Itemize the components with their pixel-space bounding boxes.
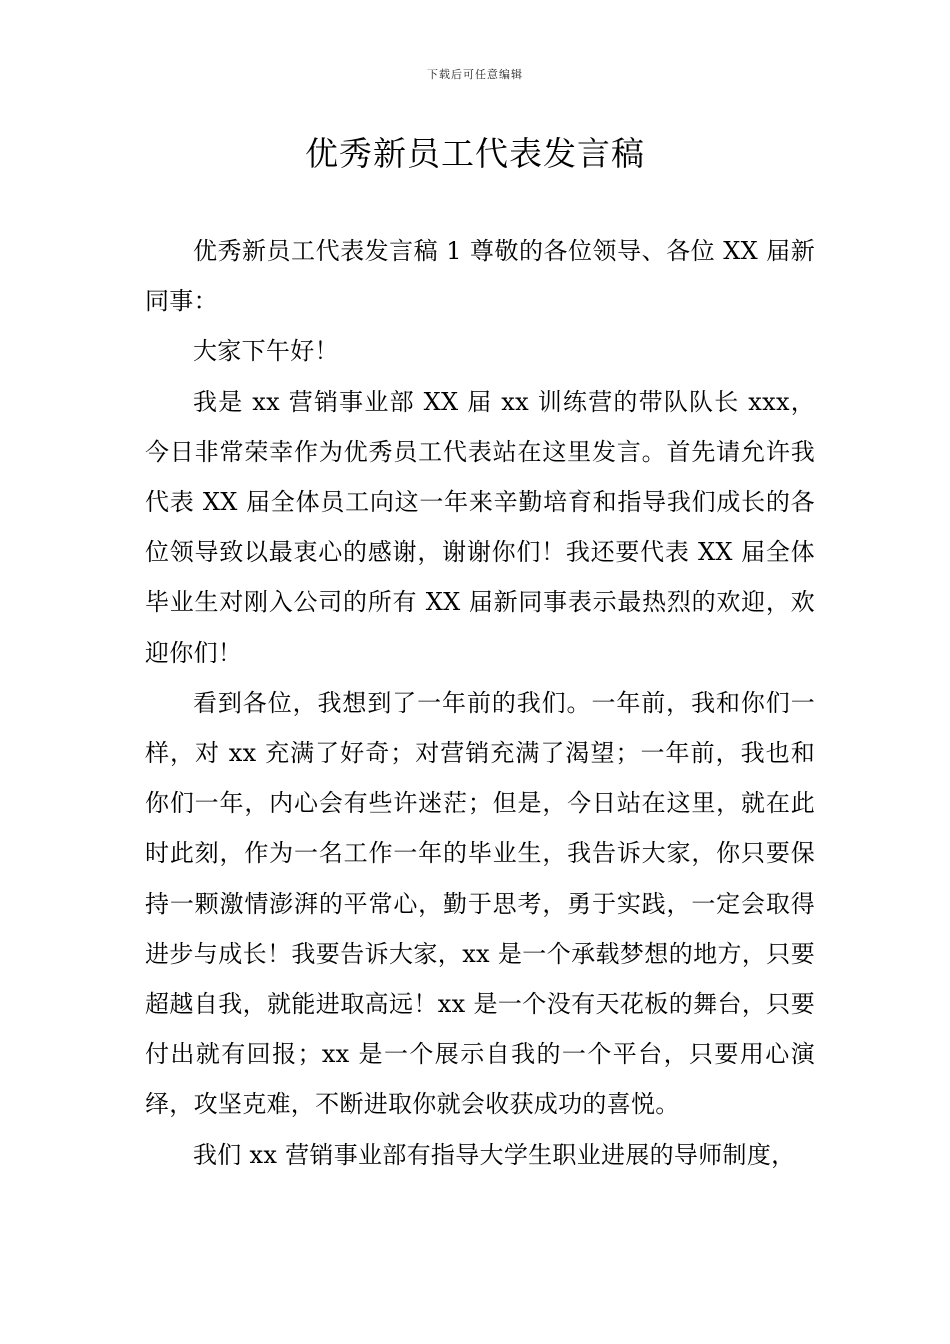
paragraph-greeting: 大家下午好！ [193, 337, 339, 366]
header-note: 下载后可任意编辑 [427, 68, 523, 81]
paragraph-mentorship: 我们 xx 营销事业部有指导大学生职业进展的导师制度， [193, 1140, 796, 1169]
paragraph-salutation: 优秀新员工代表发言稿 1 尊敬的各位领导、各位 XX 届新同事： [145, 237, 815, 316]
paragraph-introduction: 我是 xx 营销事业部 XX 届 xx 训练营的带队队长 xxx，今日非常荣幸作为优秀员工代表站在这里发言。首先请允许我代表 XX 届全体员工向这一年来辛勤培育和指导我们成长的各位领导致以最衷心的感谢，谢谢你们！我还要代表 XX 届全体毕业生对刚入公司的所有 XX 届新同事表示最热烈的欢迎，欢迎你们！ [145, 387, 815, 667]
paragraph-reflection: 看到各位，我想到了一年前的我们。一年前，我和你们一样，对 xx 充满了好奇；对营销充满了渴望；一年前，我也和你们一年，内心会有些许迷茫；但是，今日站在这里，就在此时此刻，作为一名工作一年的毕业生，我告诉大家，你只要保持一颗激情澎湃的平常心，勤于思考，勇于实践，一定会取得进步与成长！我要告诉大家，xx 是一个承载梦想的地方，只要超越自我，就能进取高远！xx 是一个没有天花板的舞台，只要付出就有回报；xx 是一个展示自我的一个平台，只要用心演绎，攻坚克难，不断进取你就会收获成功的喜悦。 [145, 688, 815, 1119]
document-title: 优秀新员工代表发言稿 [305, 134, 645, 173]
document-body [145, 226, 815, 1180]
